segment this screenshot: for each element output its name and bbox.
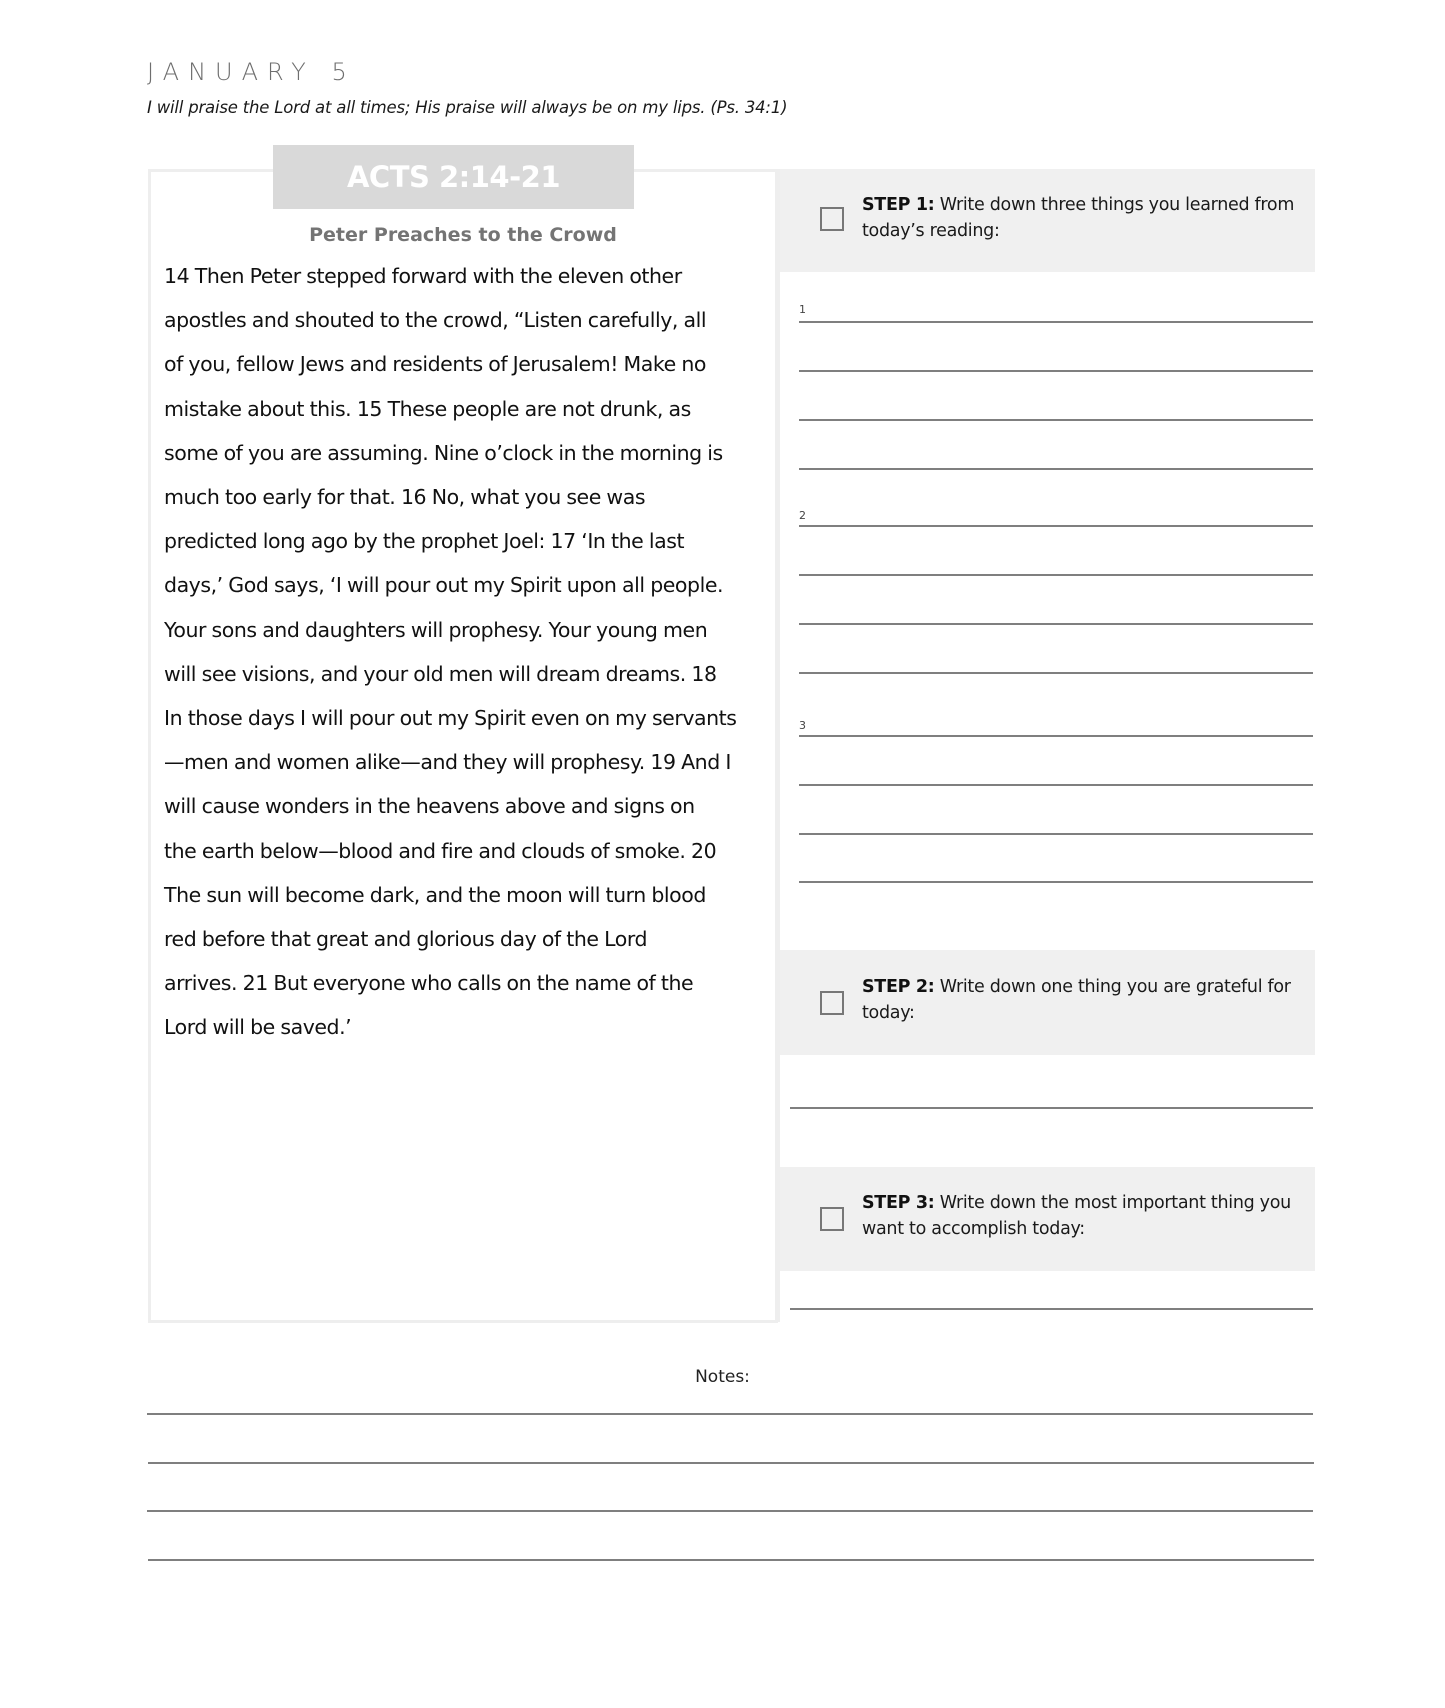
step-2-instruction <box>862 975 1302 1026</box>
passage-line: Your sons and daughters will prophesy. Your young men <box>164 617 708 642</box>
passage-reference-tab: ACTS 2:14-21 <box>273 145 634 209</box>
answer-line-2d[interactable] <box>799 672 1313 674</box>
answer-line-1c[interactable] <box>799 419 1313 421</box>
step-2-label: STEP 2: <box>862 977 935 997</box>
accomplish-answer-line[interactable] <box>790 1308 1313 1310</box>
step-2-text: Write down one thing you are grateful for today: <box>862 977 1291 1023</box>
passage-line: mistake about this. 15 These people are not drunk, as <box>164 396 691 421</box>
passage-line: 14 Then Peter stepped forward with the eleven other <box>164 264 682 288</box>
passage-text <box>164 254 760 1050</box>
step-3-checkbox[interactable] <box>820 1207 844 1231</box>
answer-line-3b[interactable] <box>799 784 1313 786</box>
notes-line-3[interactable] <box>147 1510 1313 1512</box>
step-3-label: STEP 3: <box>862 1193 935 1213</box>
passage-line: will cause wonders in the heavens above and signs on <box>164 794 695 819</box>
passage-line: apostles and shouted to the crowd, “Listen carefully, all <box>164 308 707 333</box>
answer-line-2b[interactable] <box>799 574 1313 576</box>
step-1-box <box>780 169 1315 272</box>
passage-line: much too early for that. 16 No, what you see was <box>164 485 646 510</box>
passage-line: —men and women alike—and they will prophesy. 19 And I <box>164 750 731 775</box>
passage-line: predicted long ago by the prophet Joel: 17 ‘In the last <box>164 529 685 554</box>
answer-line-1b[interactable] <box>799 370 1313 372</box>
notes-line-2[interactable] <box>148 1462 1314 1464</box>
passage-subtitle: Peter Preaches to the Crowd <box>309 224 617 246</box>
verse-of-the-day: I will praise the Lord at all times; His praise will always be on my lips. (Ps. 34:1) <box>147 98 788 117</box>
answer-number-2: 2 <box>799 509 806 522</box>
answer-number-3: 3 <box>799 719 806 732</box>
step-3-instruction <box>862 1191 1302 1242</box>
passage-line: days,’ God says, ‘I will pour out my Spirit upon all people. <box>164 573 724 598</box>
answer-line-3a[interactable] <box>799 735 1313 737</box>
notes-line-1[interactable] <box>147 1413 1313 1415</box>
grateful-answer-line[interactable] <box>790 1107 1313 1109</box>
step-1-checkbox[interactable] <box>820 207 844 231</box>
column-divider <box>776 169 780 1322</box>
answer-line-3d[interactable] <box>799 881 1313 883</box>
passage-line: red before that great and glorious day of the Lord <box>164 927 648 952</box>
passage-line: the earth below—blood and fire and clouds of smoke. 20 <box>164 838 717 863</box>
step-1-text: Write down three things you learned from today’s reading: <box>862 195 1295 241</box>
notes-label: Notes: <box>695 1367 750 1387</box>
answer-line-2c[interactable] <box>799 623 1313 625</box>
date-heading: JANUARY 5 <box>147 58 356 86</box>
step-2-box <box>780 950 1315 1055</box>
step-1-instruction <box>862 193 1302 244</box>
passage-line: Lord will be saved.’ <box>164 1015 352 1040</box>
answer-line-2a[interactable] <box>799 525 1313 527</box>
answer-line-1a[interactable] <box>799 321 1313 323</box>
passage-line: The sun will become dark, and the moon will turn blood <box>164 882 706 907</box>
passage-line: In those days I will pour out my Spirit even on my servants <box>164 706 737 731</box>
step-1-label: STEP 1: <box>862 195 935 215</box>
answer-line-3c[interactable] <box>799 833 1313 835</box>
passage-line: of you, fellow Jews and residents of Jerusalem! Make no <box>164 352 706 377</box>
step-2-checkbox[interactable] <box>820 991 844 1015</box>
notes-line-4[interactable] <box>148 1559 1314 1561</box>
passage-line: some of you are assuming. Nine o’clock in the morning is <box>164 440 723 465</box>
answer-line-1d[interactable] <box>799 468 1313 470</box>
passage-line: arrives. 21 But everyone who calls on the name of the <box>164 971 694 996</box>
step-3-text: Write down the most important thing you want to accomplish today: <box>862 1193 1291 1239</box>
passage-line: will see visions, and your old men will dream dreams. 18 <box>164 661 717 686</box>
step-3-box <box>780 1167 1315 1271</box>
answer-number-1: 1 <box>799 303 806 316</box>
